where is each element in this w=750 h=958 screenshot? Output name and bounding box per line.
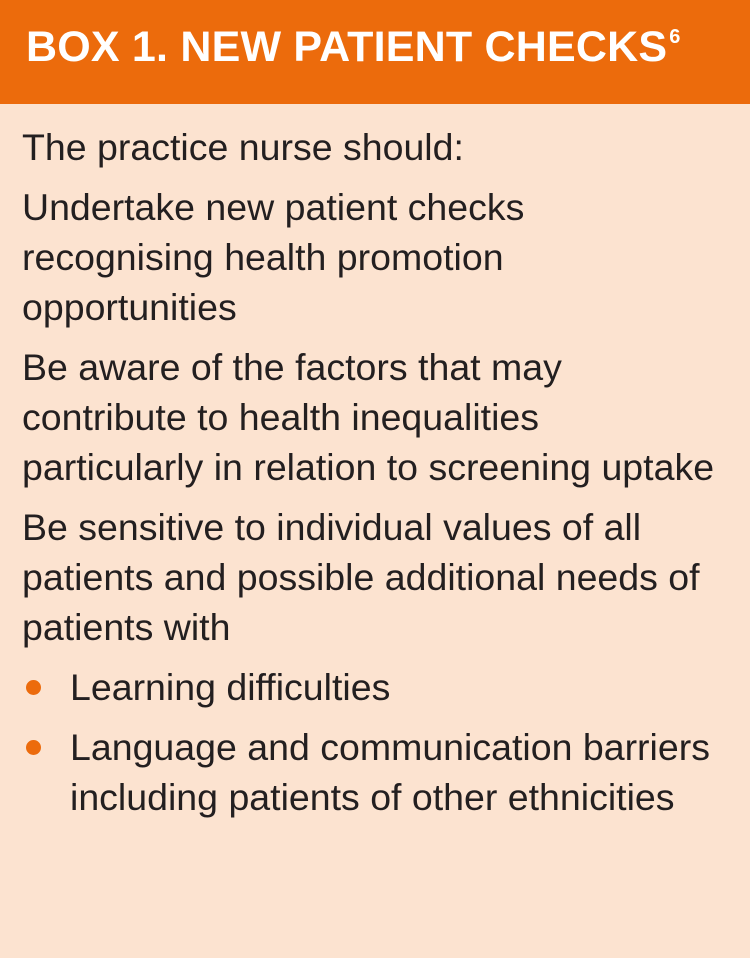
- box-header: [0, 0, 750, 104]
- bullet-text: Language and communication barriers including patients of other ethnicities: [70, 726, 710, 818]
- bullet-dot-icon: [26, 680, 41, 695]
- bullet-item-language-barriers: [22, 722, 720, 822]
- box-body: [0, 104, 750, 822]
- intro-text: The practice nurse should:: [22, 126, 464, 168]
- needs-bullet-list: [22, 662, 720, 822]
- paragraph-individual-values: Be sensitive to individual values of all patients and possible additional needs of patients with: [22, 506, 700, 648]
- reference-superscript: 6: [669, 26, 681, 48]
- bullet-dot-icon: [26, 740, 41, 755]
- bullet-text: Learning difficulties: [70, 666, 391, 708]
- paragraph-new-patient-checks: Undertake new patient checks recognising health promotion opportunities: [22, 186, 525, 328]
- bullet-item-learning-difficulties: [22, 662, 720, 712]
- paragraph-health-inequalities: Be aware of the factors that may contribute to health inequalities particularly in relation to screening uptake: [22, 346, 715, 488]
- box-title-text: BOX 1. NEW PATIENT CHECKS: [26, 23, 668, 71]
- box-title: [26, 23, 750, 71]
